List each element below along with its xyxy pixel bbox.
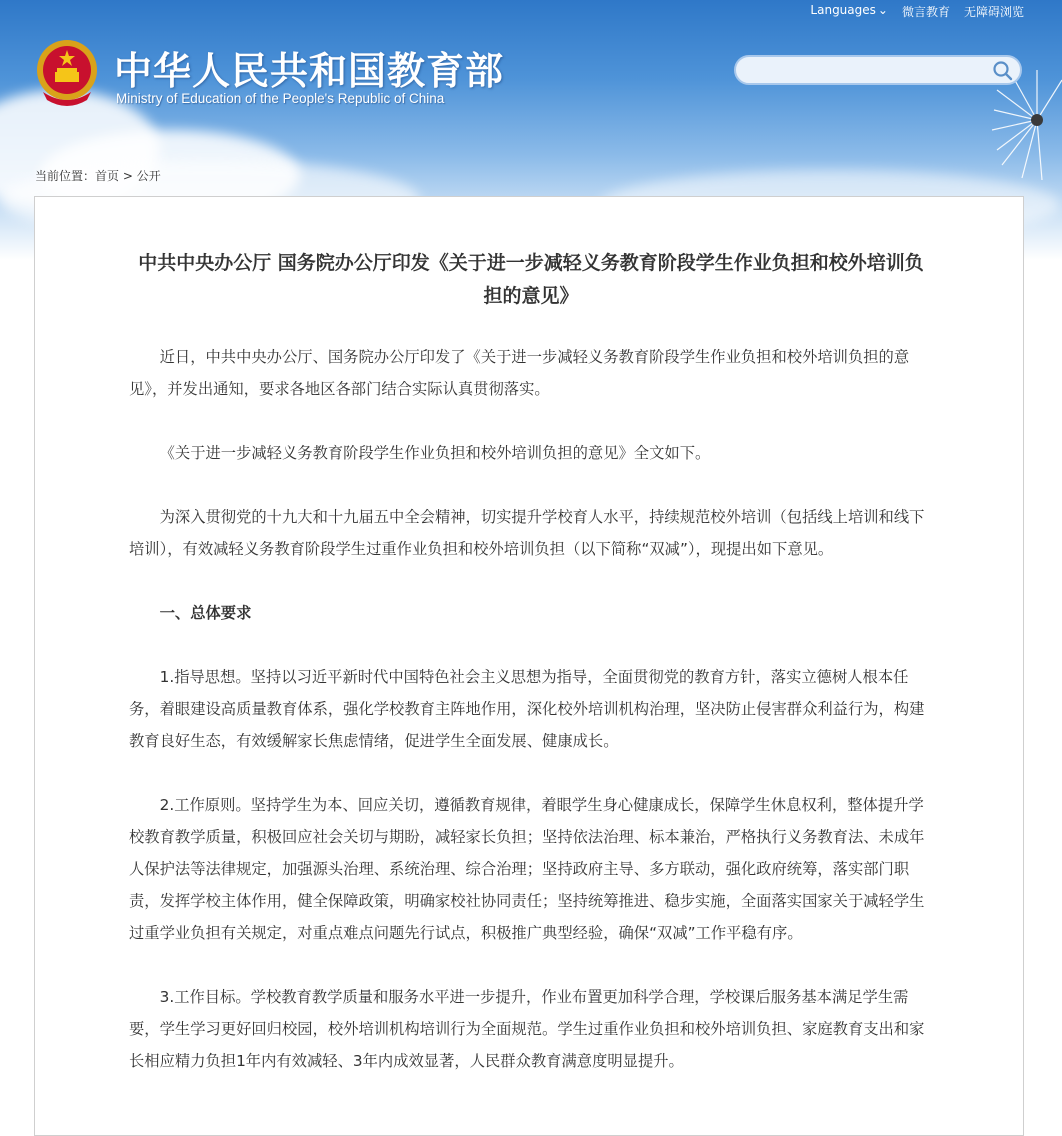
search-input[interactable]	[748, 61, 992, 83]
article-paragraph: 近日，中共中央办公厅、国务院办公厅印发了《关于进一步减轻义务教育阶段学生作业负担和校外培训负担的意见》，并发出通知，要求各地区各部门结合实际认真贯彻落实。	[129, 348, 910, 398]
breadcrumb-separator: >	[119, 169, 137, 183]
site-title-en: Ministry of Education of the People's Republic of China	[116, 91, 445, 106]
breadcrumb-home[interactable]: 首页	[95, 169, 120, 183]
top-links	[810, 3, 1024, 20]
breadcrumb	[35, 167, 161, 184]
article-content	[129, 341, 931, 1109]
article-paragraph: 3.工作目标。学校教育教学质量和服务水平进一步提升，作业布置更加科学合理，学校课后服务基本满足学生需要，学生学习更好回归校园，校外培训机构培训行为全面规范。学生过重作业负担和校外培训负担、家庭教育支出和家长相应精力负担1年内有效减轻、3年内成效显著，人民群众教育满意度明显提升。	[129, 988, 925, 1070]
search-icon[interactable]	[992, 60, 1014, 82]
national-emblem-icon	[35, 38, 99, 108]
chevron-down-icon[interactable]: ⌄	[877, 3, 888, 17]
article-title: 中共中央办公厅 国务院办公厅印发《关于进一步减轻义务教育阶段学生作业负担和校外培训负担的意见》	[138, 252, 924, 307]
article-paragraph: 《关于进一步减轻义务教育阶段学生作业负担和校外培训负担的意见》全文如下。	[159, 444, 711, 462]
breadcrumb-label: 当前位置：	[35, 169, 96, 183]
accessibility-link[interactable]: 无障碍浏览	[963, 5, 1024, 19]
site-title-cn: 中华人民共和国教育部	[114, 49, 505, 93]
weiyan-link[interactable]: 微言教育	[901, 5, 950, 19]
article-panel	[34, 196, 1024, 1136]
article-paragraph: 2.工作原则。坚持学生为本、回应关切，遵循教育规律，着眼学生身心健康成长，保障学生休息权利，整体提升学校教育教学质量，积极回应社会关切与期盼，减轻家长负担；坚持依法治理、标本兼治，严格执行义务教育法、未成年人保护法等法律规定，加强源头治理、系统治理、综合治理；坚持政府主导、多方联动，强化政府统筹，落实部门职责，发挥学校主体作用，健全保障政策，明确家校社协同责任；坚持统筹推进、稳步实施，全面落实国家关于减轻学生过重学业负担有关规定，对重点难点问题先行试点，积极推广典型经验，确保“双减”工作平稳有序。	[129, 796, 925, 942]
section-heading: 一、总体要求	[159, 604, 252, 622]
article-paragraph: 1.指导思想。坚持以习近平新时代中国特色社会主义思想为指导，全面贯彻党的教育方针，落实立德树人根本任务，着眼建设高质量教育体系，强化学校教育主阵地作用，深化校外培训机构治理，坚决防止侵害群众利益行为，构建教育良好生态，有效缓解家长焦虑情绪，促进学生全面发展、健康成长。	[129, 668, 925, 750]
search-box	[734, 55, 1022, 85]
breadcrumb-current[interactable]: 公开	[136, 169, 161, 183]
languages-link[interactable]: Languages	[810, 3, 876, 17]
article-paragraph: 为深入贯彻党的十九大和十九届五中全会精神，切实提升学校育人水平，持续规范校外培训（包括线上培训和线下培训），有效减轻义务教育阶段学生过重作业负担和校外培训负担（以下简称“双减”），现提出如下意见。	[129, 508, 925, 558]
